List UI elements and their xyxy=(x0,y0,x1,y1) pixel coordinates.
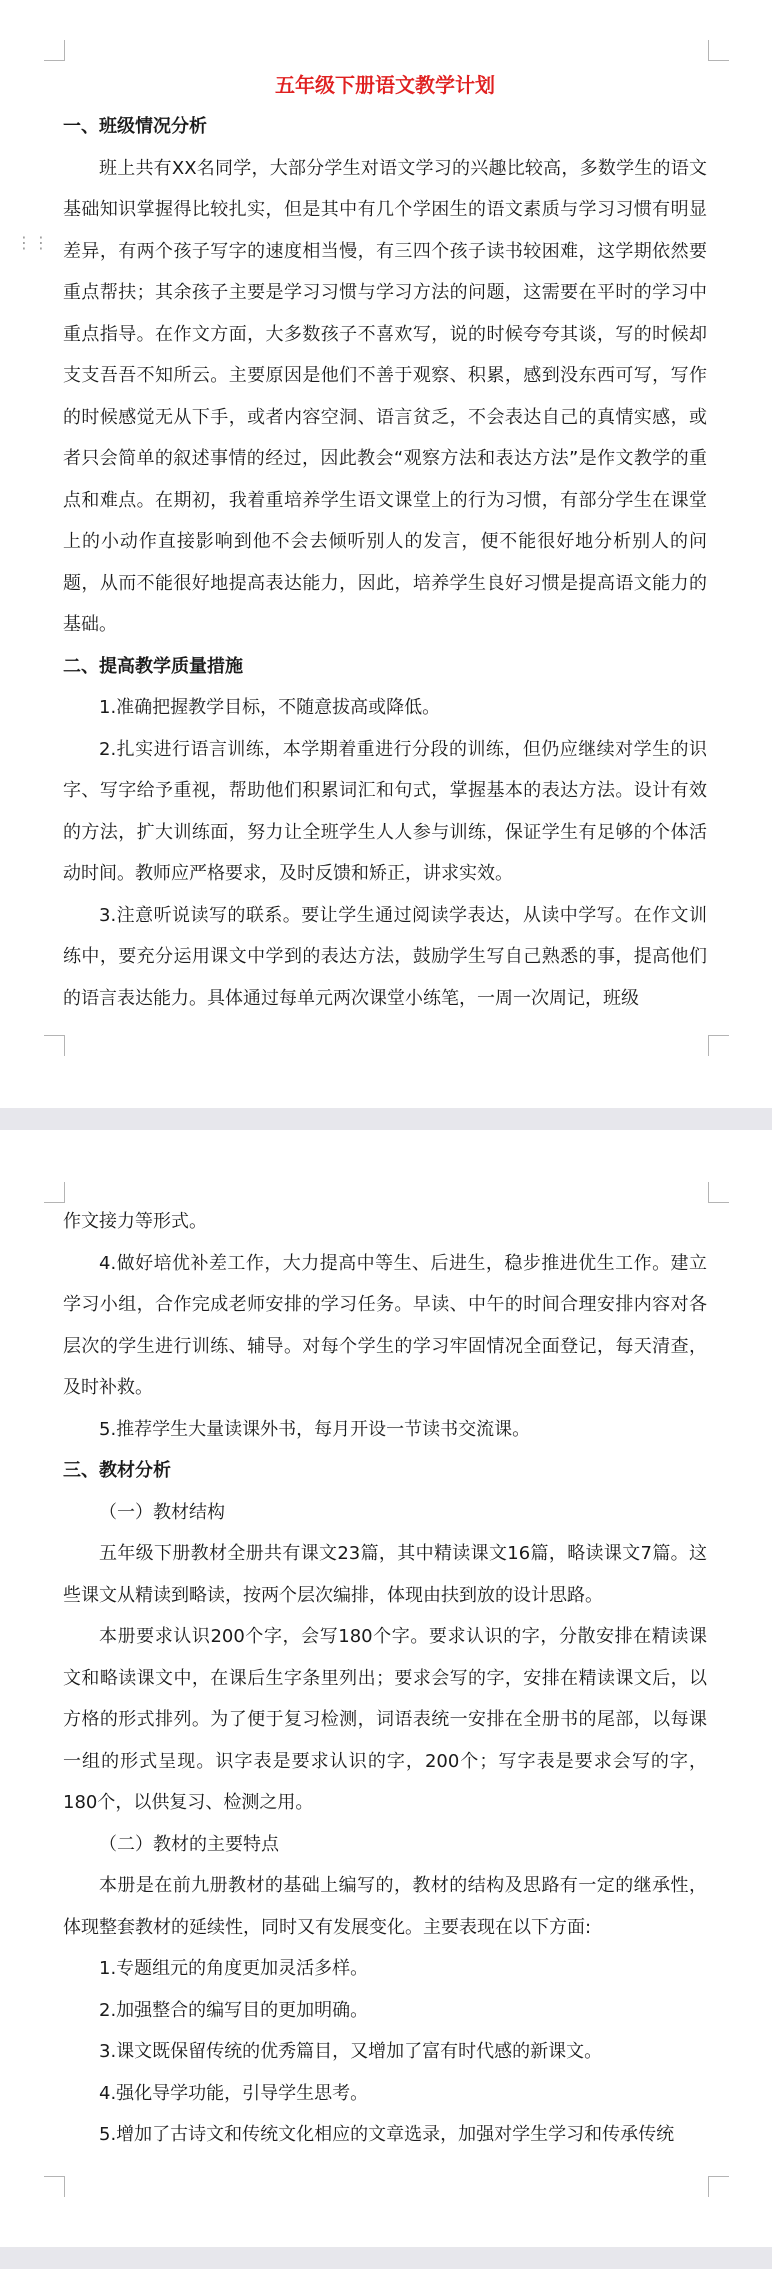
list-item: 3.注意听说读写的联系。要让学生通过阅读学表达，从读中学写。在作文训练中，要充分运用课文中学到的表达方法，鼓励学生写自己熟悉的事，提高他们的语言表达能力。具体通过每单元两次课堂小练笔，一周一次周记，班级 xyxy=(63,904,707,1009)
section-heading: 二、提高教学质量措施 xyxy=(63,655,243,677)
page-corner-mark xyxy=(708,40,729,61)
list-item: 2.扎实进行语言训练，本学期着重进行分段的训练，但仍应继续对学生的识字、写字给予重视，帮助他们积累词汇和句式，掌握基本的表达方法。设计有效的方法，扩大训练面，努力让全班学生人人参与训练，保证学生有足够的个体活动时间。教师应严格要求，及时反馈和矫正，讲求实效。 xyxy=(63,738,707,884)
page-corner-mark xyxy=(708,2176,729,2197)
page-corner-mark xyxy=(44,1182,65,1203)
paragraph: 本册是在前九册教材的基础上编写的，教材的结构及思路有一定的继承性，体现整套教材的延续性，同时又有发展变化。主要表现在以下方面: xyxy=(63,1875,707,1938)
list-item: 2.加强整合的编写目的更加明确。 xyxy=(99,1999,369,2021)
page-corner-mark xyxy=(44,1035,65,1056)
document-page-1 xyxy=(0,0,772,1108)
list-item: 4.做好培优补差工作，大力提高中等生、后进生，稳步推进优生工作。建立学习小组，合作完成老师安排的学习任务。早读、中午的时间合理安排内容对各层次的学生进行训练、辅导。对每个学生的学习牢固情况全面登记，每天清查，及时补救。 xyxy=(63,1252,707,1398)
list-item: 1.准确把握教学目标，不随意拔高或降低。 xyxy=(99,697,441,718)
list-item: 4.强化导学功能，引导学生思考。 xyxy=(99,2082,369,2104)
page-corner-mark xyxy=(44,40,65,61)
page-corner-mark xyxy=(44,2176,65,2197)
list-item: 5.增加了古诗文和传统文化相应的文章选录，加强对学生学习和传承传统 xyxy=(99,2124,675,2145)
page-2-text-body[interactable] xyxy=(63,1201,707,2156)
list-item: 5.推荐学生大量读课外书，每月开设一节读书交流课。 xyxy=(99,1418,531,1440)
page-corner-mark xyxy=(708,1182,729,1203)
subsection-heading: （一）教材结构 xyxy=(99,1501,225,1523)
page-1-text-body[interactable] xyxy=(63,65,707,1019)
page-corner-mark xyxy=(708,1035,729,1056)
list-item: 3.课文既保留传统的优秀篇目，又增加了富有时代感的新课文。 xyxy=(99,2041,603,2062)
page-separator xyxy=(0,1108,772,1130)
section-heading: 一、班级情况分析 xyxy=(63,116,207,137)
page-separator xyxy=(0,2247,772,2269)
document-title: 五年级下册语文教学计划 xyxy=(275,73,495,97)
subsection-heading: （二）教材的主要特点 xyxy=(99,1833,279,1855)
paragraph: 作文接力等形式。 xyxy=(63,1211,207,1232)
paragraph: 本册要求认识200个字，会写180个字。要求认识的字，分散安排在精读课文和略读课文中，在课后生字条里列出；要求会写的字，安排在精读课文后，以方格的形式排列。为了便于复习检测，词语表统一安排在全册书的尾部，以每课一组的形式呈现。识字表是要求认识的字，200个；写字表是要求会写的字，180个，以供复习、检测之用。 xyxy=(63,1626,707,1813)
list-item: 1.专题组元的角度更加灵活多样。 xyxy=(99,1958,369,1979)
drag-handle-icon[interactable]: ⋮⋮ xyxy=(16,233,50,252)
section-heading: 三、教材分析 xyxy=(63,1460,171,1481)
paragraph: 班上共有XX名同学，大部分学生对语文学习的兴趣比较高，多数学生的语文基础知识掌握得比较扎实，但是其中有几个学困生的语文素质与学习习惯有明显差异，有两个孩子写字的速度相当慢，有三四个孩子读书较困难，这学期依然要重点帮扶；其余孩子主要是学习习惯与学习方法的问题，这需要在平时的学习中重点指导。在作文方面，大多数孩子不喜欢写，说的时候夸夸其谈，写的时候却支支吾吾不知所云。主要原因是他们不善于观察、积累，感到没东西可写，写作的时候感觉无从下手，或者内容空洞、语言贫乏，不会表达自己的真情实感，或者只会简单的叙述事情的经过，因此教会“观察方法和表达方法”是作文教学的重点和难点。在期初，我着重培养学生语文课堂上的行为习惯，有部分学生在课堂上的小动作直接影响到他不会去倾听别人的发言，便不能很好地分析别人的问题，从而不能很好地提高表达能力，因此，培养学生良好习惯是提高语文能力的基础。 xyxy=(63,157,707,635)
paragraph: 五年级下册教材全册共有课文23篇，其中精读课文16篇，略读课文7篇。这些课文从精读到略读，按两个层次编排，体现由扶到放的设计思路。 xyxy=(63,1543,707,1606)
